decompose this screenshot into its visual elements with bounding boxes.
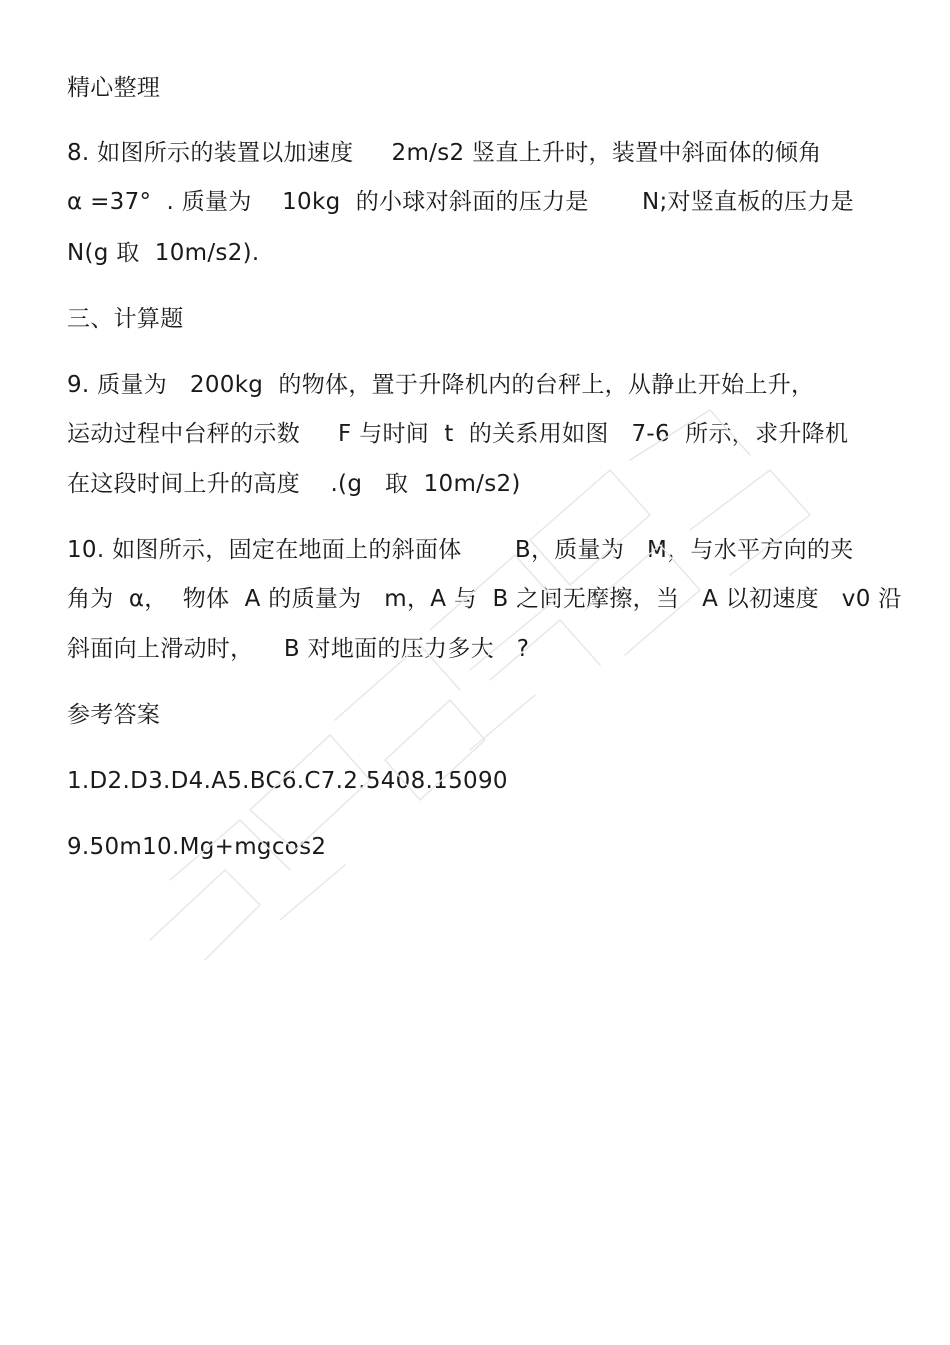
question-8-line-1: 8. 如图所示的装置以加速度 2m/s2 竖直上升时，装置中斜面体的倾角 — [67, 140, 822, 166]
question-9-line-1: 9. 质量为 200kg 的物体，置于升降机内的台秤上，从静止开始上升， — [67, 372, 815, 398]
section-title-calculation: 三、计算题 — [67, 306, 184, 332]
page-header: 精心整理 — [67, 75, 161, 101]
question-9-line-3: 在这段时间上升的高度 .(g 取 10m/s2) — [67, 471, 521, 497]
question-10-line-3: 斜面向上滑动时， B 对地面的压力多大 ? — [67, 636, 530, 662]
answers-line-1: 1.D2.D3.D4.A5.BC6.C7.2.5408.15090 — [67, 768, 508, 794]
answers-title: 参考答案 — [67, 702, 161, 728]
question-9-line-2: 运动过程中台秤的示数 F 与时间 t 的关系用如图 7-6 所示，求升降机 — [67, 421, 849, 447]
question-8-line-3: N(g 取 10m/s2). — [67, 240, 260, 266]
question-8-line-2: α =37° . 质量为 10kg 的小球对斜面的压力是 N;对竖直板的压力是 — [67, 189, 854, 215]
question-10-line-1: 10. 如图所示，固定在地面上的斜面体 B，质量为 M，与水平方向的夹 — [67, 537, 854, 563]
answers-line-2: 9.50m10.Mg+mgcos2 — [67, 834, 327, 860]
question-10-line-2: 角为 α， 物体 A 的质量为 m，A 与 B 之间无摩擦，当 A 以初速度 v0 沿 — [67, 586, 902, 612]
